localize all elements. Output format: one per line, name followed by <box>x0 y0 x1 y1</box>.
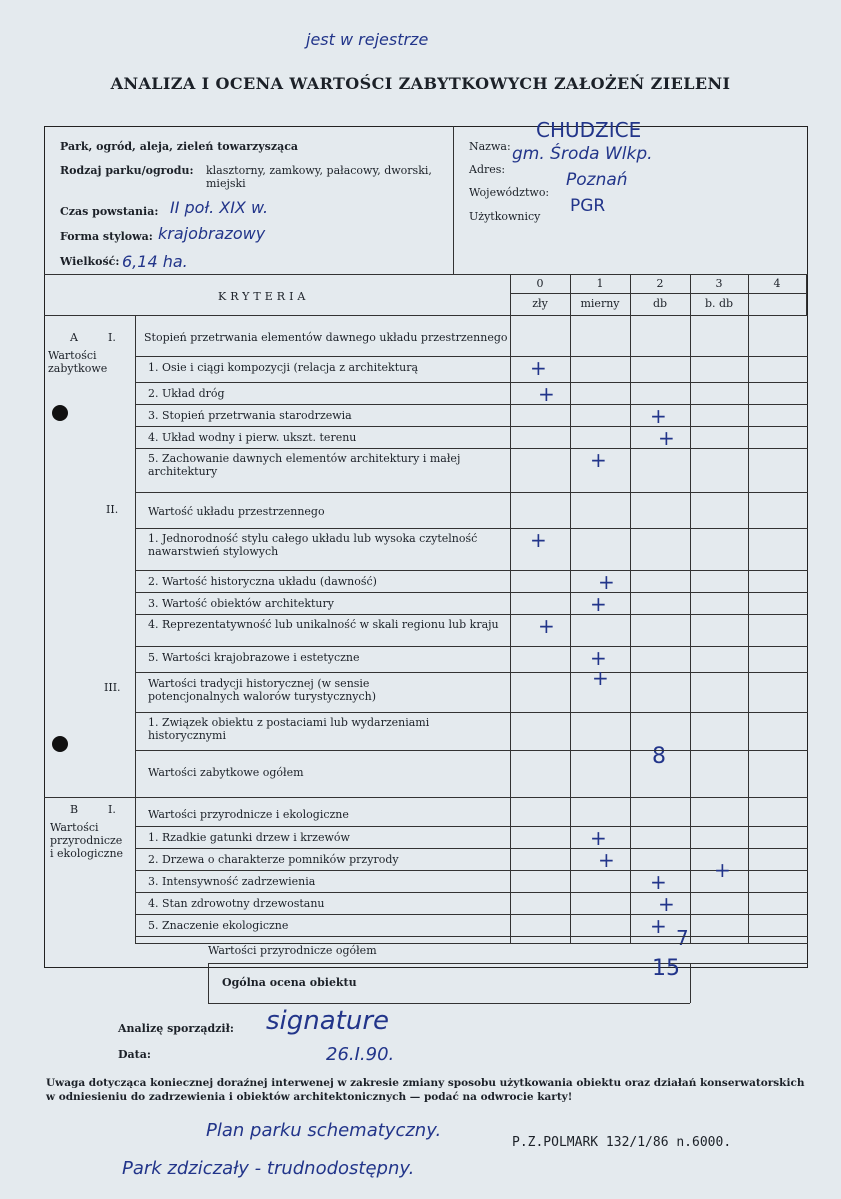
section-b-roman: I. <box>108 803 116 816</box>
a1-row-line-0 <box>135 356 808 357</box>
b-row-line-4 <box>135 914 808 915</box>
scale-label-0: zły <box>532 297 548 310</box>
form-title: ANALIZA I OCENA WARTOŚCI ZABYTKOWYCH ZAŁOŻEŃ ZIELENI <box>110 74 731 93</box>
a1-rating-mark-1: + <box>538 382 555 406</box>
handwritten-note-plan: Plan parku schematyczny. <box>206 1120 442 1141</box>
a2-row-line-1 <box>135 570 808 571</box>
header-bottom-line <box>44 274 808 275</box>
section-a-left-divider <box>135 315 136 797</box>
scale-mid-line <box>510 293 806 294</box>
a1-row-line-4 <box>135 448 808 449</box>
section-a-roman: I. <box>108 331 116 344</box>
a1-rating-mark-2: + <box>650 404 667 428</box>
intervention-note: Uwaga dotycząca koniecznej doraźnej interwenej w zakresie zmiany sposobu użytkowania obiektu oraz działań konserwatorskich w odniesieniu do zadrzewienia i obiektów architektonicznych — podać na odwrocie karty! <box>46 1077 805 1103</box>
a2-rating-mark-1: + <box>598 570 615 594</box>
b-item-0: 1. Rzadkie gatunki drzew i krzewów <box>148 831 350 844</box>
users-value: PGR <box>570 196 606 216</box>
a2-row-line-end <box>135 672 808 673</box>
section-a-group3-title: Wartości tradycji historycznej (w sensie potencjonalnych walorów turystycznych) <box>148 677 377 703</box>
section-a-b-divider <box>44 797 808 798</box>
a2-rating-mark-3: + <box>538 614 555 638</box>
a2-item-1: 2. Wartość historyczna układu (dawność) <box>148 575 377 588</box>
scale-col-line-3 <box>690 274 691 943</box>
scale-label-3: b. db <box>704 297 734 310</box>
section-a-total-value: 8 <box>652 744 666 769</box>
scale-col-line-2 <box>630 274 631 943</box>
registry-handwritten-note: jest w rejestrze <box>306 30 429 49</box>
b-rating-mark-4: + <box>650 914 667 938</box>
period-label: Czas powstania: <box>60 205 159 218</box>
b-row-line-3 <box>135 892 808 893</box>
a1-row-line-3 <box>135 426 808 427</box>
section-a-group1-title: Stopień przetrwania elementów dawnego układu przestrzennego <box>144 331 508 344</box>
scale-number-2: 2 <box>656 277 664 290</box>
name-value: CHUDZICE <box>536 118 642 142</box>
a2-row-line-0 <box>135 528 808 529</box>
overall-mid-line <box>208 963 808 964</box>
b-rating-mark-3: + <box>658 892 675 916</box>
a3-item-0: 1. Związek obiektu z postaciami lub wydarzeniami historycznymi <box>148 716 430 742</box>
a1-row-line-end <box>135 492 808 493</box>
a3-row-line-end <box>135 750 808 751</box>
size-label: Wielkość: <box>60 255 120 268</box>
a1-item-3: 4. Układ wodny i pierw. ukszt. terenu <box>148 431 357 444</box>
section-a-name: Wartości zabytkowe <box>48 349 108 375</box>
overall-left-line <box>208 963 209 1003</box>
b-row-line-end <box>135 936 808 937</box>
punch-hole-top <box>52 405 68 421</box>
punch-hole-bottom <box>52 736 68 752</box>
b-item-3: 4. Stan zdrowotny drzewostanu <box>148 897 325 910</box>
voivodeship-label: Województwo: <box>469 186 550 199</box>
section-b-name: Wartości przyrodnicze i ekologiczne <box>50 821 124 860</box>
name-label: Nazwa: <box>469 140 511 153</box>
criteria-header: KRYTERIA <box>218 290 310 303</box>
park-type-label: Park, ogród, aleja, zieleń towarzysząca <box>60 140 299 153</box>
a2-rating-mark-2: + <box>590 592 607 616</box>
park-kind-label: Rodzaj parku/ogrodu: <box>60 164 194 177</box>
scale-number-1: 1 <box>596 277 604 290</box>
a1-item-4: 5. Zachowanie dawnych elementów architektury i małej architektury <box>148 452 461 478</box>
b-item-4: 5. Znaczenie ekologiczne <box>148 919 289 932</box>
scale-col-line-4 <box>748 274 749 943</box>
scale-label-2: db <box>652 297 668 310</box>
a1-item-2: 3. Stopień przetrwania starodrzewia <box>148 409 352 422</box>
scale-col-line-1 <box>570 274 571 943</box>
date-label: Data: <box>118 1048 151 1061</box>
a2-rating-mark-4: + <box>590 646 607 670</box>
scale-label-1: mierny <box>580 297 620 310</box>
a1-row-line-2 <box>135 404 808 405</box>
overall-bottom-line <box>208 1003 690 1004</box>
a2-item-3: 4. Reprezentatywność lub unikalność w skali regionu lub kraju <box>148 618 499 631</box>
a2-row-line-3 <box>135 614 808 615</box>
a2-item-4: 5. Wartości krajobrazowe i estetyczne <box>148 651 360 664</box>
scale-col-line-0 <box>510 274 511 943</box>
scale-number-3: 3 <box>715 277 723 290</box>
a1-row-line-1 <box>135 382 808 383</box>
overall-top-line <box>135 943 808 944</box>
date-value: 26.I.90. <box>326 1044 395 1065</box>
b-row-line-2 <box>135 870 808 871</box>
handwritten-note-park: Park zdziczały - trudnodostępny. <box>122 1158 415 1179</box>
users-label: Użytkownicy <box>469 210 541 223</box>
section-b-total-value: 7 <box>676 926 689 950</box>
a1-item-0: 1. Osie i ciągi kompozycji (relacja z architekturą <box>148 361 419 374</box>
scale-col-line-5 <box>806 274 807 315</box>
b-top-line <box>135 826 808 827</box>
a2-rating-mark-0: + <box>530 528 547 552</box>
period-value: II poł. XIX w. <box>170 198 269 217</box>
a3-extra-mark: + <box>592 666 609 690</box>
a1-item-1: 2. Układ dróg <box>148 387 225 400</box>
section-a-group3-roman: III. <box>104 681 121 694</box>
voivodeship-value: Poznań <box>566 170 628 190</box>
style-label: Forma stylowa: <box>60 230 153 243</box>
a1-rating-mark-4: + <box>590 448 607 472</box>
section-b-total-label: Wartości przyrodnicze ogółem <box>208 944 377 957</box>
scale-number-0: 0 <box>536 277 544 290</box>
section-a-group2-title: Wartość układu przestrzennego <box>148 505 325 518</box>
section-a-group2-roman: II. <box>106 503 119 516</box>
a1-rating-mark-0: + <box>530 356 547 380</box>
a3-row-line-0 <box>135 712 808 713</box>
section-b-group1-title: Wartości przyrodnicze i ekologiczne <box>148 808 349 821</box>
b-row2-extra-mark: + <box>714 858 731 882</box>
header-divider <box>453 126 454 274</box>
address-value: gm. Środa Wlkp. <box>512 144 653 164</box>
section-b-letter: B <box>70 803 79 816</box>
a1-rating-mark-3: + <box>658 426 675 450</box>
scale-number-4: 4 <box>773 277 781 290</box>
a2-item-0: 1. Jednorodność stylu całego układu lub wysoka czytelność nawarstwień stylowych <box>148 532 478 558</box>
a2-row-line-2 <box>135 592 808 593</box>
prepared-by-signature: signature <box>266 1006 390 1036</box>
b-rating-mark-0: + <box>590 826 607 850</box>
b-item-2: 3. Intensywność zadrzewienia <box>148 875 316 888</box>
section-a-letter: A <box>70 331 78 344</box>
a2-row-line-4 <box>135 646 808 647</box>
park-kind-options: klasztorny, zamkowy, pałacowy, dworski, miejski <box>206 164 432 190</box>
b-item-1: 2. Drzewa o charakterze pomników przyrody <box>148 853 399 866</box>
style-value: krajobrazowy <box>158 224 266 243</box>
criteria-bottom-line <box>44 315 808 316</box>
b-rating-mark-2: + <box>650 870 667 894</box>
overall-label: Ogólna ocena obiektu <box>222 976 357 989</box>
prepared-by-label: Analizę sporządził: <box>118 1022 234 1035</box>
overall-right-line <box>690 963 691 1003</box>
section-a-total-label: Wartości zabytkowe ogółem <box>148 766 304 779</box>
size-value: 6,14 ha. <box>122 252 188 271</box>
overall-value: 15 <box>652 956 680 981</box>
print-code: P.Z.POLMARK 132/1/86 n.6000. <box>512 1135 732 1150</box>
address-label: Adres: <box>469 163 506 176</box>
b-rating-mark-1: + <box>598 848 615 872</box>
a2-item-2: 3. Wartość obiektów architektury <box>148 597 334 610</box>
b-row-line-1 <box>135 848 808 849</box>
